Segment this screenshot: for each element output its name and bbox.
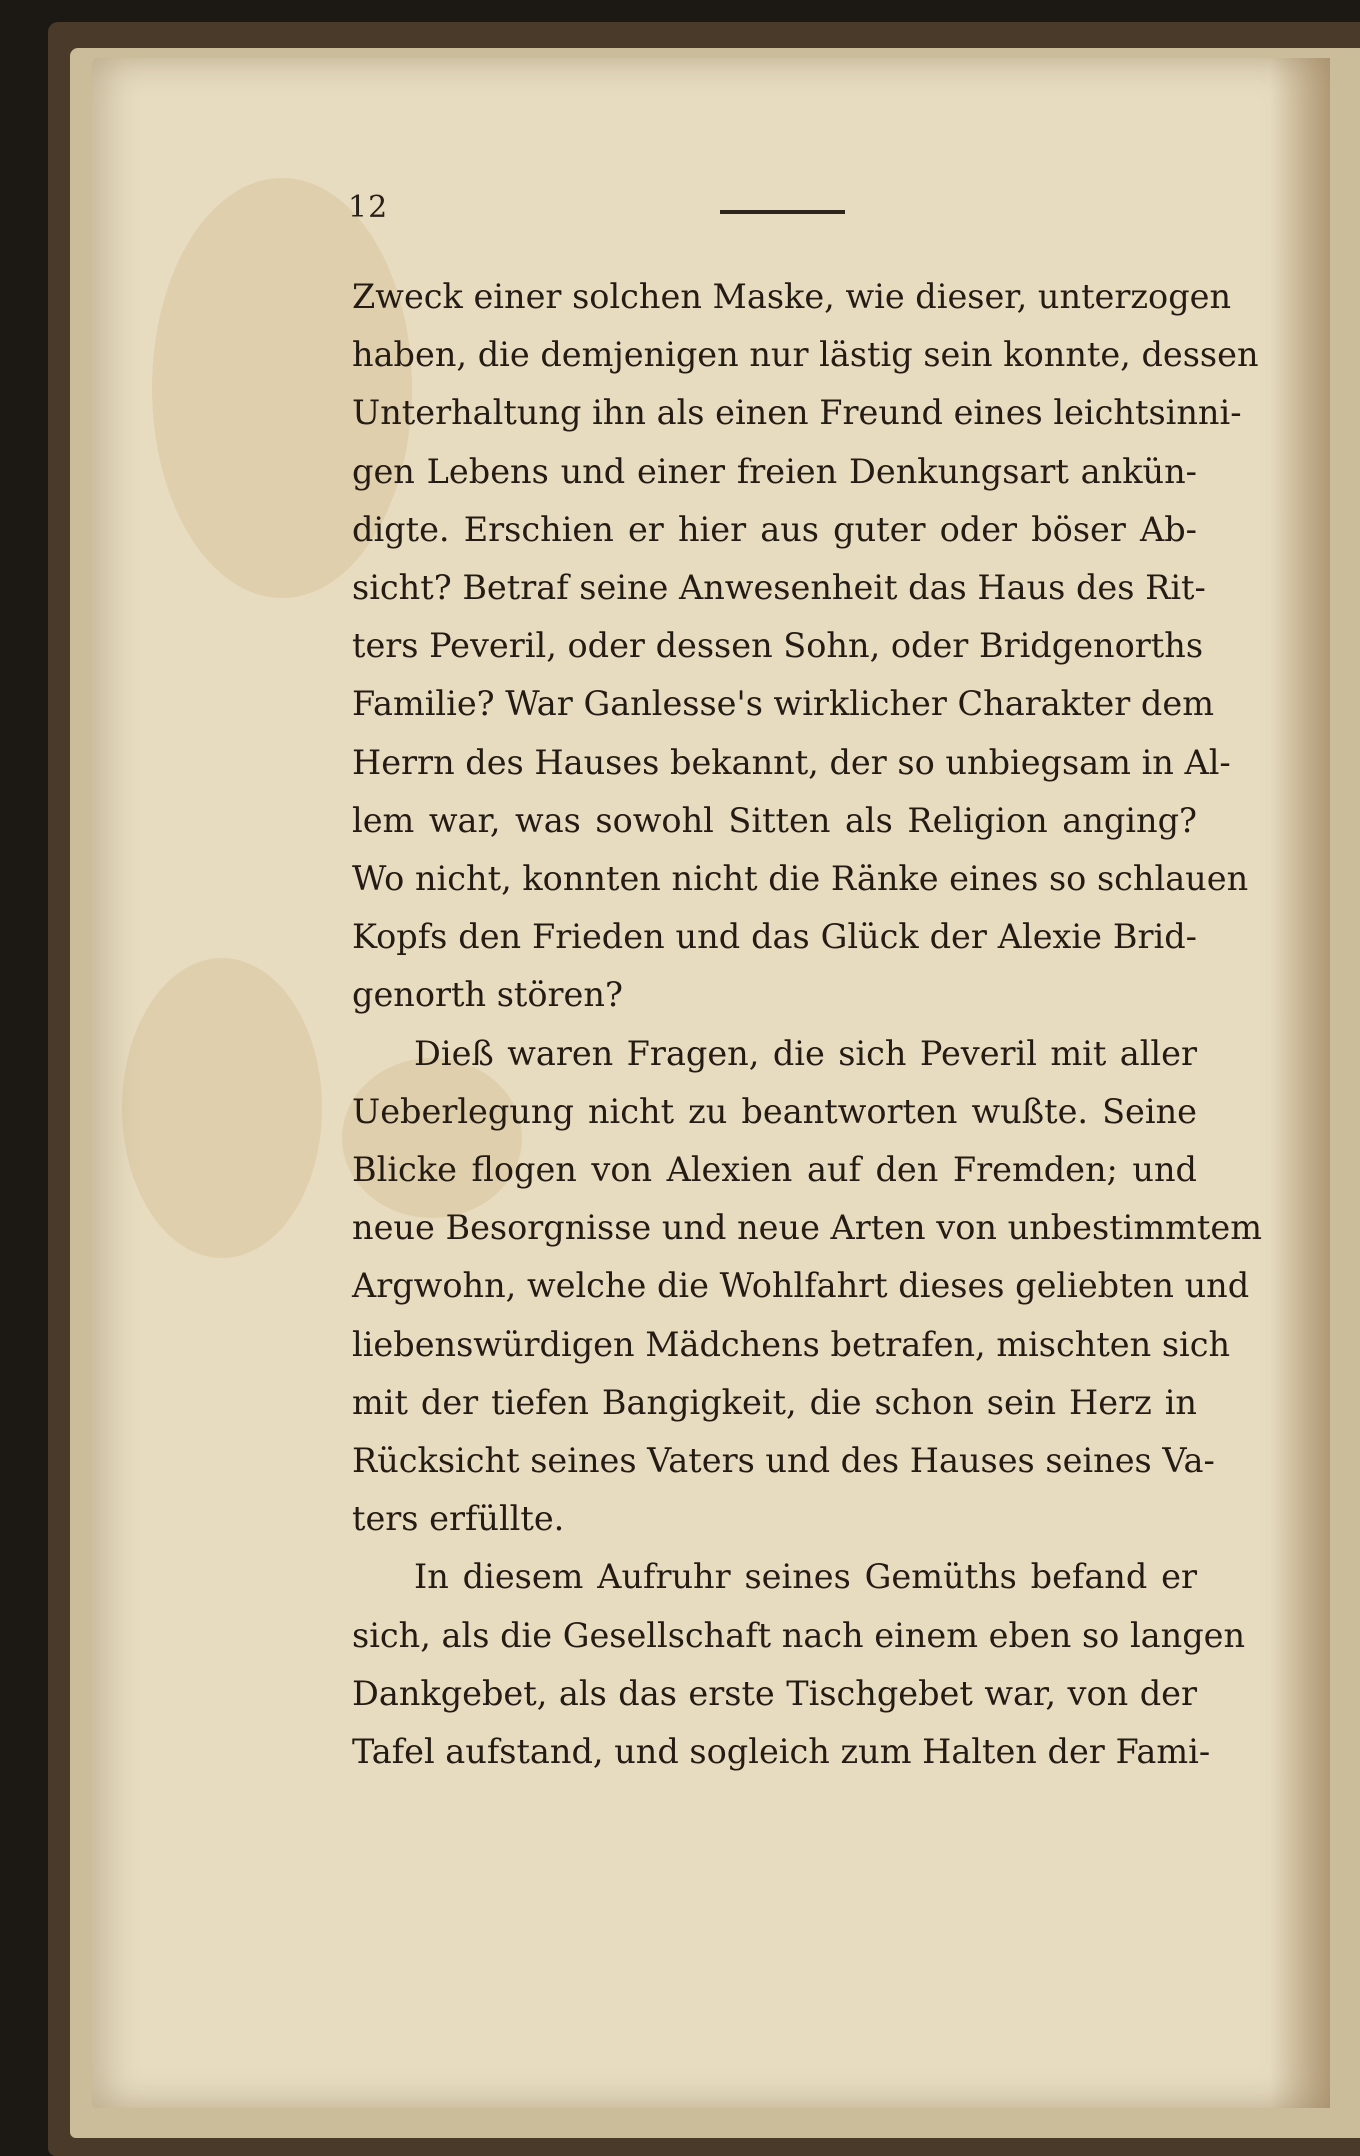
page-number: 12: [348, 190, 389, 225]
body-text: [352, 268, 1262, 1781]
paper-stain: [122, 958, 322, 1258]
text-line: Unterhaltung ihn als einen Freund eines leichtsinni-: [352, 393, 1242, 433]
text-line: haben, die demjenigen nur lästig sein konnte, dessen: [352, 335, 1259, 375]
text-line: Rücksicht seines Vaters und des Hauses seines Va-: [352, 1441, 1215, 1481]
text-line: sich, als die Gesellschaft nach einem eben so langen: [352, 1615, 1246, 1655]
header-rule: [720, 210, 845, 214]
text-line: ters Peveril, oder dessen Sohn, oder Bridgenorths: [352, 626, 1204, 666]
text-line: Dankgebet, als das erste Tischgebet war, von der: [352, 1673, 1197, 1713]
text-line: neue Besorgnisse und neue Arten von unbestimmtem: [352, 1208, 1262, 1248]
text-line: mit der tiefen Bangigkeit, die schon sein Herz in: [352, 1382, 1197, 1422]
text-line: digte. Erschien er hier aus guter oder böser Ab-: [352, 509, 1197, 549]
text-line: lem war, was sowohl Sitten als Religion anging?: [352, 800, 1197, 840]
text-line: liebenswürdigen Mädchens betrafen, mischten sich: [352, 1324, 1231, 1364]
text-line: genorth stören?: [352, 975, 623, 1015]
text-line: Blicke flogen von Alexien auf den Fremden; und: [352, 1150, 1197, 1190]
text-line: Kopfs den Frieden und das Glück der Alexie Brid-: [352, 917, 1197, 957]
text-line: Argwohn, welche die Wohlfahrt dieses geliebten und: [352, 1266, 1250, 1306]
text-line: Ueberlegung nicht zu beantworten wußte. Seine: [352, 1091, 1197, 1131]
text-line: sicht? Betraf seine Anwesenheit das Haus des Rit-: [352, 568, 1206, 608]
text-line: gen Lebens und einer freien Denkungsart ankün-: [352, 451, 1197, 491]
text-line: Wo nicht, konnten nicht die Ränke eines so schlauen: [352, 859, 1249, 899]
page-gutter-shadow: [1270, 58, 1330, 2108]
text-line: ters erfüllte.: [352, 1499, 565, 1539]
text-line: In diesem Aufruhr seines Gemüths befand er: [414, 1557, 1197, 1597]
text-line: Herrn des Hauses bekannt, der so unbiegsam in Al-: [352, 742, 1231, 782]
text-line: Tafel aufstand, und sogleich zum Halten der Fami-: [352, 1732, 1211, 1772]
text-line: Zweck einer solchen Maske, wie dieser, unterzogen: [352, 277, 1232, 316]
text-line: Familie? War Ganlesse's wirklicher Charakter dem: [352, 684, 1214, 724]
text-line: Dieß waren Fragen, die sich Peveril mit aller: [414, 1033, 1197, 1073]
